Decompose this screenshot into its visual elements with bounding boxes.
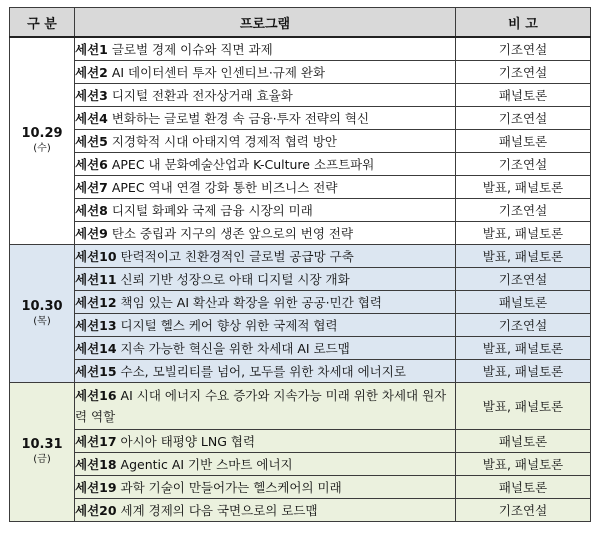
note-cell: 기조연설 <box>456 199 591 222</box>
session-title: 지속 가능한 혁신을 위한 차세대 AI 로드맵 <box>120 341 350 356</box>
session-row <box>10 360 591 383</box>
session-id: 세션9 <box>75 226 108 241</box>
session-row <box>10 176 591 199</box>
session-title: AI 시대 에너지 수요 증가와 지속가능 미래 위한 차세대 원자력 역할 <box>75 388 447 424</box>
program-cell <box>75 84 456 107</box>
day-cell <box>10 37 75 245</box>
note-cell: 발표, 패널토론 <box>456 176 591 199</box>
session-row <box>10 61 591 84</box>
program-text <box>75 178 455 196</box>
session-id: 세션17 <box>75 434 117 449</box>
session-row <box>10 130 591 153</box>
session-title: 아시아 태평양 LNG 협력 <box>120 434 256 449</box>
session-id: 세션14 <box>75 341 117 356</box>
program-cell <box>75 314 456 337</box>
day-weekday: (목) <box>33 315 51 327</box>
session-id: 세션8 <box>75 203 108 218</box>
program-text <box>75 63 455 81</box>
program-cell <box>75 268 456 291</box>
session-title: 디지털 화폐와 국제 금융 시장의 미래 <box>111 203 313 218</box>
program-text <box>75 362 455 380</box>
session-title: APEC 내 문화예술산업과 K-Culture 소프트파워 <box>111 157 375 172</box>
session-title: 탄력적이고 친환경적인 글로벌 공급망 구축 <box>120 249 354 264</box>
session-id: 세션4 <box>75 111 108 126</box>
program-text <box>75 316 455 334</box>
session-id: 세션11 <box>75 272 117 287</box>
note-cell: 패널토론 <box>456 291 591 314</box>
day-cell <box>10 245 75 383</box>
session-id: 세션20 <box>75 503 117 518</box>
session-id: 세션18 <box>75 457 117 472</box>
session-id: 세션7 <box>75 180 108 195</box>
program-text <box>75 247 455 265</box>
program-text <box>75 478 455 496</box>
day-weekday: (금) <box>33 454 51 465</box>
program-cell <box>75 176 456 199</box>
session-row <box>10 199 591 222</box>
session-title: 과학 기술이 만들어가는 헬스케어의 미래 <box>120 480 342 495</box>
header-date: 구 분 <box>10 8 75 38</box>
note-cell: 발표, 패널토론 <box>456 360 591 383</box>
program-text <box>75 385 455 427</box>
program-text <box>75 40 455 58</box>
program-text <box>75 270 455 288</box>
program-cell <box>75 130 456 153</box>
program-cell <box>75 245 456 268</box>
note-cell: 패널토론 <box>456 130 591 153</box>
program-cell <box>75 453 456 476</box>
day-date: 10.29 <box>21 126 63 141</box>
program-cell <box>75 199 456 222</box>
note-cell: 발표, 패널토론 <box>456 383 591 430</box>
session-row <box>10 268 591 291</box>
header-row <box>10 8 591 38</box>
session-id: 세션16 <box>75 388 117 403</box>
session-row <box>10 222 591 245</box>
note-cell: 기조연설 <box>456 314 591 337</box>
note-cell: 발표, 패널토론 <box>456 222 591 245</box>
program-cell <box>75 107 456 130</box>
program-text <box>75 432 455 450</box>
session-row <box>10 153 591 176</box>
note-cell: 기조연설 <box>456 499 591 522</box>
session-row <box>10 37 591 61</box>
session-row <box>10 337 591 360</box>
program-text <box>75 132 455 150</box>
session-title: 디지털 전환과 전자상거래 효율화 <box>111 88 293 103</box>
session-id: 세션13 <box>75 318 117 333</box>
note-cell: 패널토론 <box>456 476 591 499</box>
day-date: 10.30 <box>21 298 63 314</box>
program-text <box>75 109 455 127</box>
session-row <box>10 383 591 430</box>
program-text <box>75 155 455 173</box>
session-title: 탄소 중립과 지구의 생존 앞으로의 번영 전략 <box>111 226 354 241</box>
session-row <box>10 84 591 107</box>
program-cell <box>75 61 456 84</box>
program-text <box>75 201 455 219</box>
session-row <box>10 107 591 130</box>
session-id: 세션2 <box>75 65 108 80</box>
session-title: 변화하는 글로벌 환경 속 금융·투자 전략의 혁신 <box>111 111 370 126</box>
session-title: 글로벌 경제 이슈와 직면 과제 <box>111 42 273 57</box>
session-row <box>10 314 591 337</box>
session-id: 세션10 <box>75 249 117 264</box>
program-cell <box>75 383 456 430</box>
session-id: 세션5 <box>75 134 108 149</box>
note-cell: 기조연설 <box>456 61 591 84</box>
note-cell: 기조연설 <box>456 268 591 291</box>
program-cell <box>75 37 456 61</box>
program-cell <box>75 430 456 453</box>
session-id: 세션6 <box>75 157 108 172</box>
note-cell: 패널토론 <box>456 84 591 107</box>
session-title: 세계 경제의 다음 국면으로의 로드맵 <box>120 503 318 518</box>
session-row <box>10 476 591 499</box>
day-cell <box>10 383 75 522</box>
session-id: 세션19 <box>75 480 117 495</box>
session-title: Agentic AI 기반 스마트 에너지 <box>120 457 293 472</box>
note-cell: 발표, 패널토론 <box>456 245 591 268</box>
note-cell: 발표, 패널토론 <box>456 337 591 360</box>
session-row <box>10 499 591 522</box>
program-cell <box>75 499 456 522</box>
session-row <box>10 430 591 453</box>
program-cell <box>75 476 456 499</box>
note-cell: 패널토론 <box>456 430 591 453</box>
session-row <box>10 291 591 314</box>
program-text <box>75 224 455 242</box>
session-title: 수소, 모빌리티를 넘어, 모두를 위한 차세대 에너지로 <box>120 364 406 379</box>
program-text <box>75 86 455 104</box>
session-id: 세션12 <box>75 295 117 310</box>
program-table <box>9 7 591 522</box>
program-text <box>75 339 455 357</box>
program-cell <box>75 337 456 360</box>
session-title: AI 데이터센터 투자 인센티브·규제 완화 <box>111 65 326 80</box>
note-cell: 발표, 패널토론 <box>456 453 591 476</box>
header-note: 비 고 <box>456 8 591 38</box>
session-row <box>10 245 591 268</box>
header-program: 프로그램 <box>75 8 456 38</box>
program-cell <box>75 153 456 176</box>
session-title: 신뢰 기반 성장으로 아태 디지털 시장 개화 <box>120 272 350 287</box>
session-id: 세션15 <box>75 364 117 379</box>
program-cell <box>75 222 456 245</box>
note-cell: 기조연설 <box>456 153 591 176</box>
session-row <box>10 453 591 476</box>
note-cell: 기조연설 <box>456 37 591 61</box>
session-id: 세션3 <box>75 88 108 103</box>
session-title: 디지털 헬스 케어 향상 위한 국제적 협력 <box>120 318 338 333</box>
session-id: 세션1 <box>75 42 108 57</box>
session-title: APEC 역내 연결 강화 통한 비즈니스 전략 <box>111 180 338 195</box>
program-text <box>75 455 455 473</box>
session-title: 책임 있는 AI 확산과 확장을 위한 공공·민간 협력 <box>120 295 382 310</box>
day-date: 10.31 <box>21 437 63 452</box>
session-title: 지경학적 시대 아태지역 경제적 협력 방안 <box>111 134 337 149</box>
program-text <box>75 293 455 311</box>
program-cell <box>75 360 456 383</box>
program-cell <box>75 291 456 314</box>
program-body <box>10 37 591 522</box>
program-text <box>75 501 455 519</box>
day-weekday: (수) <box>33 143 51 154</box>
note-cell: 기조연설 <box>456 107 591 130</box>
